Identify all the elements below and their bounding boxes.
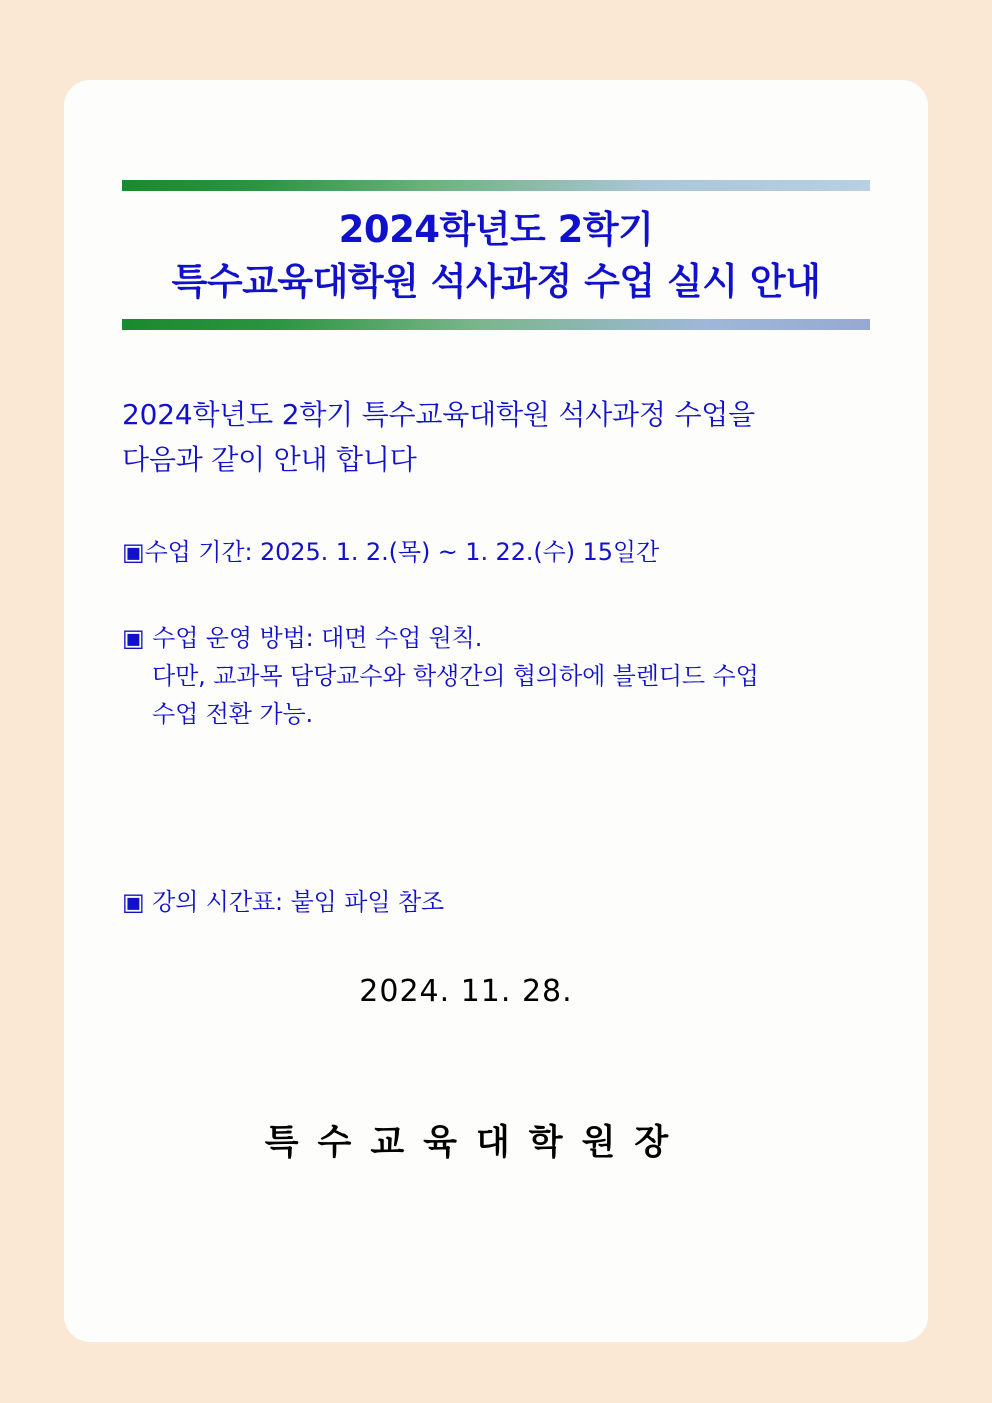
bullet-item-timetable	[122, 884, 870, 922]
page-title	[122, 191, 870, 319]
bullet-period-label: 수업 기간: 2025. 1. 2.(목) ~ 1. 22.(수) 15일간	[144, 538, 660, 567]
bullet-method-text	[122, 620, 870, 658]
bottom-divider-rule	[122, 319, 870, 330]
bullet-marker-icon: ▣	[122, 887, 145, 916]
bullet-timetable-text	[122, 884, 870, 922]
intro-line-1: 2024학년도 2학기 특수교육대학원 석사과정 수업을	[122, 397, 755, 431]
issue-date: 2024. 11. 28.	[359, 973, 573, 1009]
signature-line: 특수교육대학원장	[264, 1122, 688, 1163]
intro-paragraph	[122, 392, 870, 483]
notice-content	[122, 180, 870, 1165]
title-line-1: 2024학년도 2학기	[338, 208, 654, 251]
bullet-item-period	[122, 534, 870, 572]
bullet-method-sub-2: 수업 전환 가능.	[152, 700, 314, 729]
bullet-method-sub-1: 다만, 교과목 담당교수와 학생간의 협의하에 블렌디드 수업	[152, 662, 759, 691]
notice-page	[64, 80, 928, 1342]
bullet-period-text	[122, 534, 870, 572]
bullet-marker-icon: ▣	[122, 538, 145, 567]
intro-line-2: 다음과 같이 안내 합니다	[122, 442, 417, 476]
bullet-marker-icon: ▣	[122, 624, 145, 653]
bullet-item-method	[122, 620, 870, 734]
bullet-method-label: 수업 운영 방법: 대면 수업 원칙.	[152, 624, 483, 653]
bullet-timetable-label: 강의 시간표: 붙임 파일 참조	[152, 887, 445, 916]
top-divider-rule	[122, 180, 870, 191]
title-line-2: 특수교육대학원 석사과정 수업 실시 안내	[171, 259, 821, 303]
